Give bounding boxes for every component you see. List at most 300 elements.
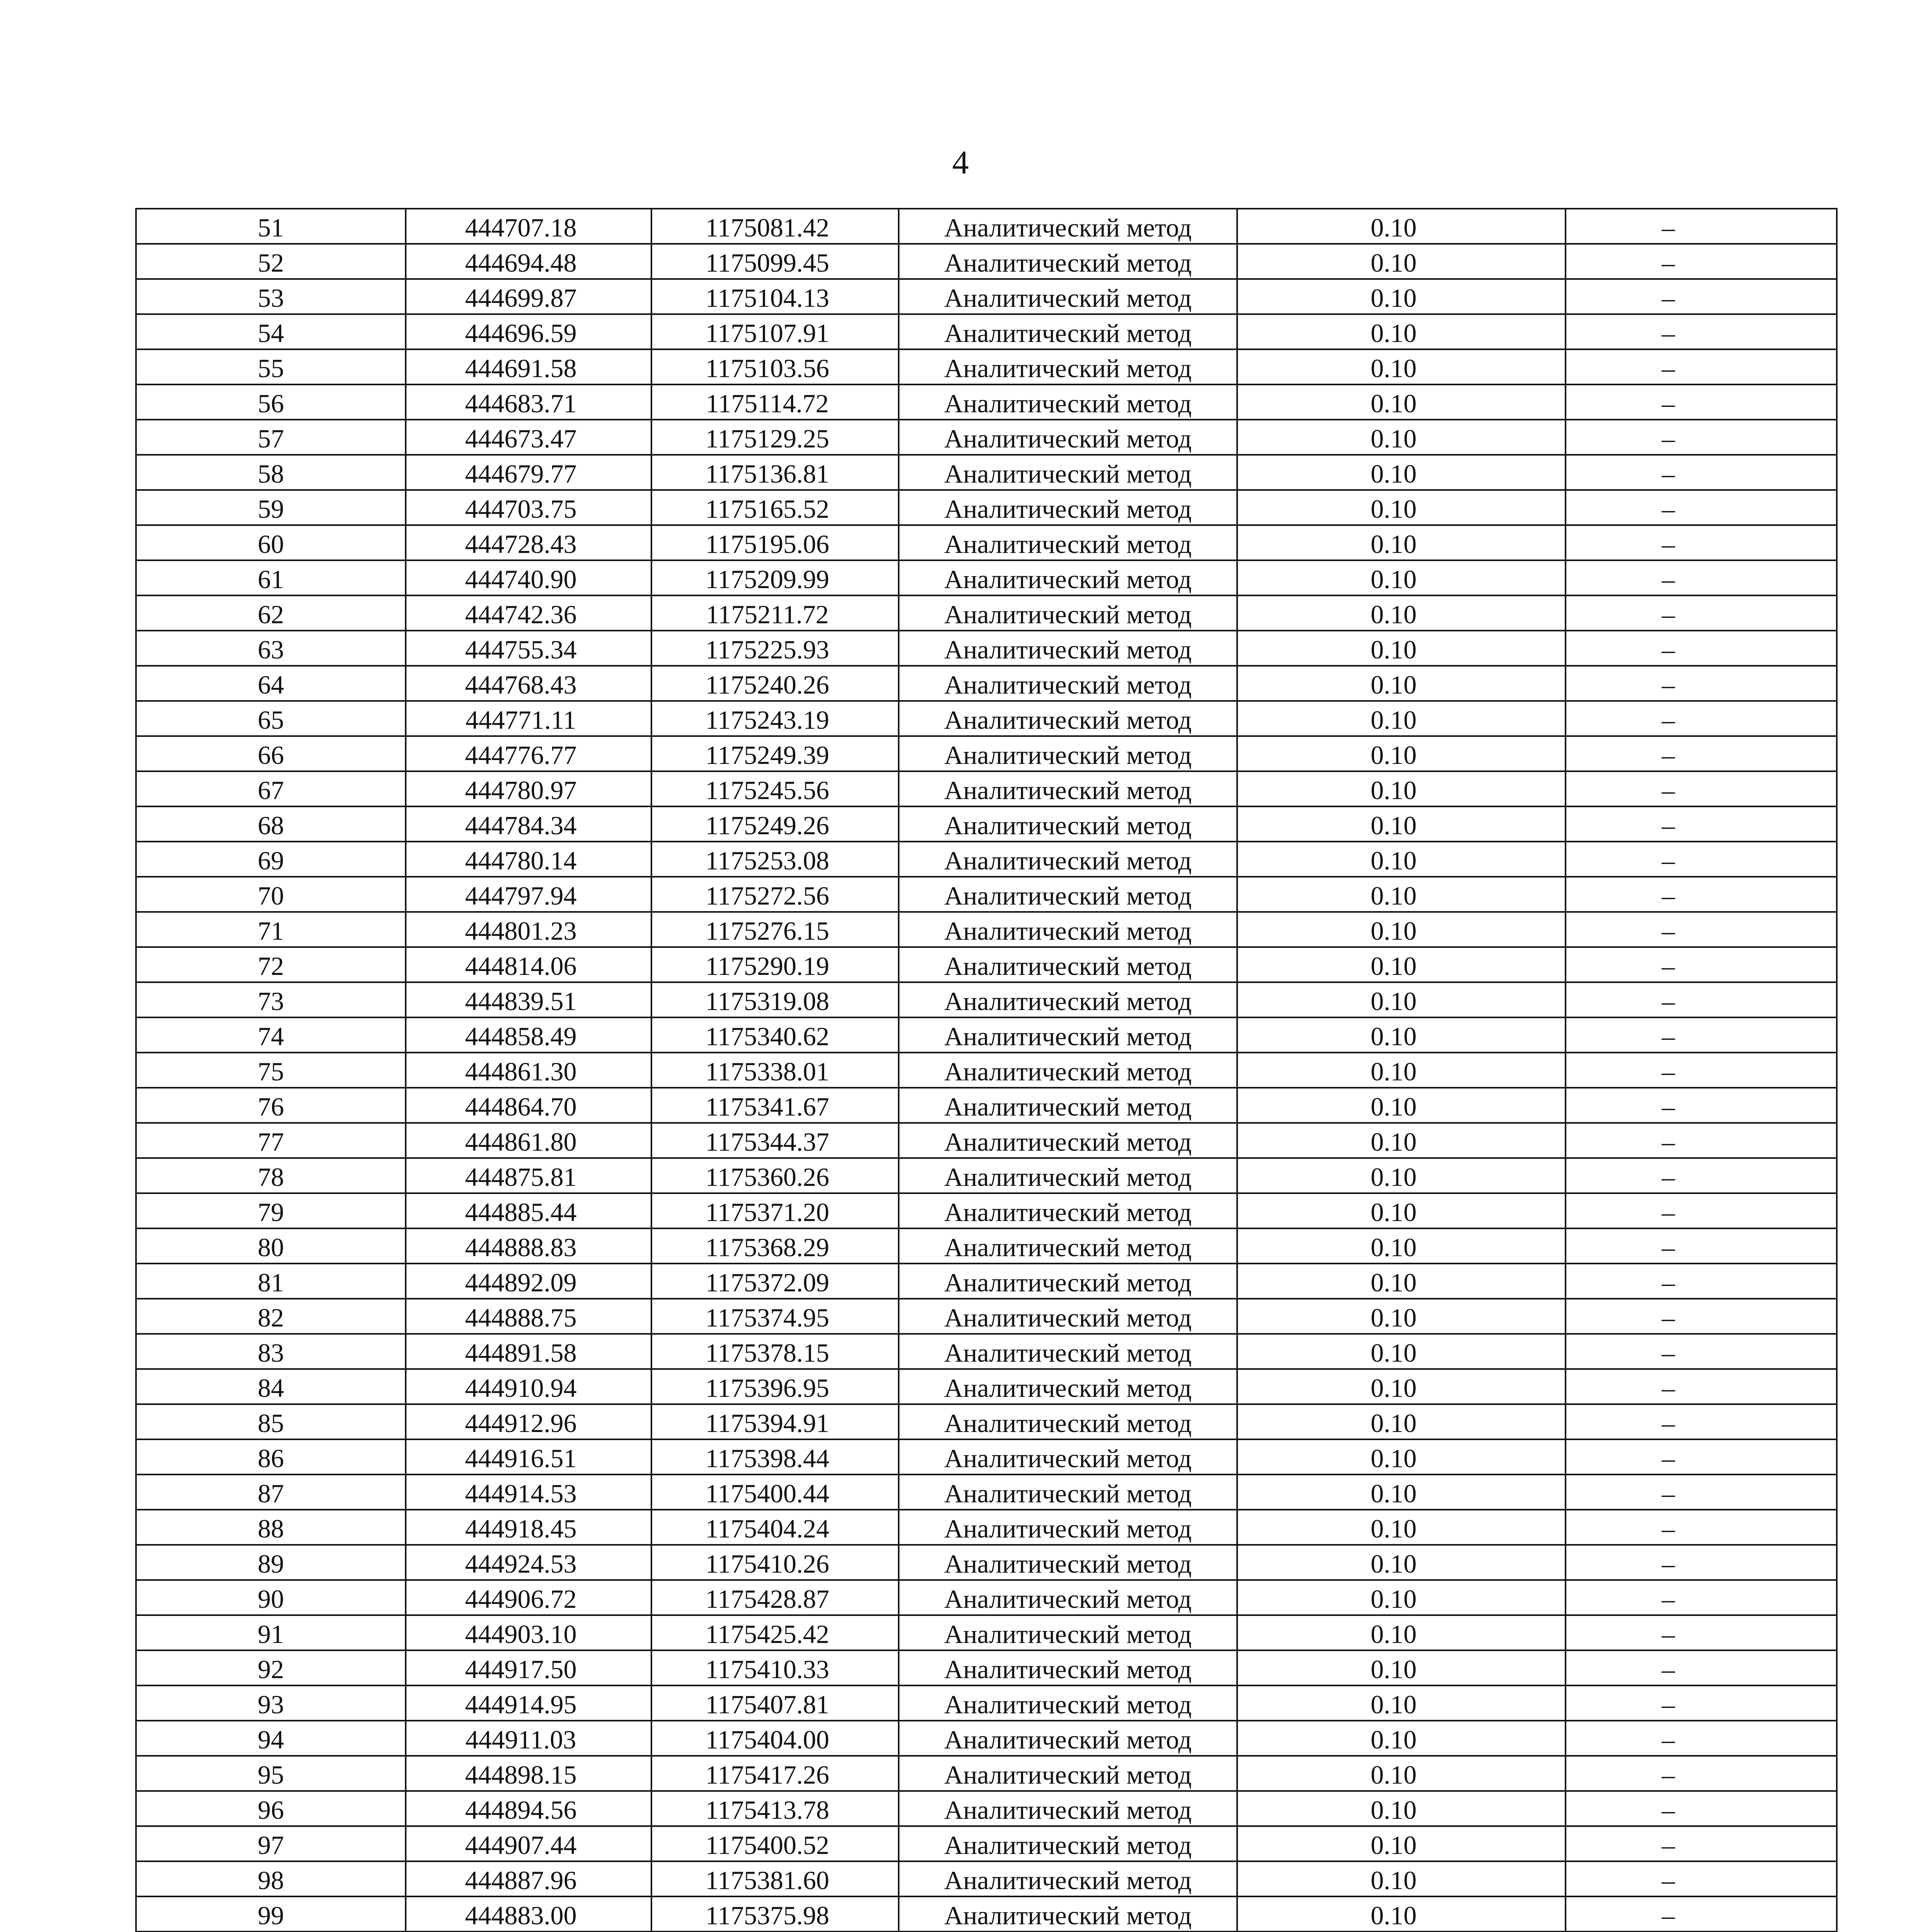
point-number-cell: 77	[136, 1123, 406, 1158]
table-row	[136, 842, 1837, 877]
accuracy-cell: 0.10	[1237, 1404, 1566, 1439]
accuracy-cell: 0.10	[1237, 771, 1566, 806]
table-row	[136, 279, 1837, 314]
table-row	[136, 1721, 1837, 1756]
accuracy-cell: 0.10	[1237, 982, 1566, 1017]
x-coordinate-cell: 444801.23	[406, 912, 651, 947]
table-row	[136, 1404, 1837, 1439]
table-row	[136, 1228, 1837, 1264]
table-row	[136, 455, 1837, 490]
table-row	[136, 1861, 1837, 1896]
y-coordinate-cell: 1175400.44	[651, 1475, 899, 1510]
point-number-cell: 87	[136, 1475, 406, 1510]
point-number-cell: 75	[136, 1053, 406, 1088]
accuracy-cell: 0.10	[1237, 1053, 1566, 1088]
point-number-cell: 76	[136, 1088, 406, 1123]
method-cell: Аналитический метод	[899, 1791, 1237, 1826]
accuracy-cell: 0.10	[1237, 1088, 1566, 1123]
y-coordinate-cell: 1175245.56	[651, 771, 899, 806]
method-cell: Аналитический метод	[899, 1369, 1237, 1404]
accuracy-cell: 0.10	[1237, 701, 1566, 736]
table-row	[136, 1475, 1837, 1510]
point-number-cell: 85	[136, 1404, 406, 1439]
point-number-cell: 80	[136, 1228, 406, 1264]
description-cell: –	[1566, 314, 1837, 349]
method-cell: Аналитический метод	[899, 455, 1237, 490]
method-cell: Аналитический метод	[899, 1475, 1237, 1510]
accuracy-cell: 0.10	[1237, 244, 1566, 279]
description-cell: –	[1566, 560, 1837, 595]
x-coordinate-cell: 444916.51	[406, 1439, 651, 1475]
point-number-cell: 53	[136, 279, 406, 314]
table-row	[136, 1580, 1837, 1615]
method-cell: Аналитический метод	[899, 349, 1237, 384]
accuracy-cell: 0.10	[1237, 1861, 1566, 1896]
accuracy-cell: 0.10	[1237, 806, 1566, 842]
accuracy-cell: 0.10	[1237, 1264, 1566, 1299]
description-cell: –	[1566, 1510, 1837, 1545]
page-number: 4	[952, 144, 969, 181]
table-row	[136, 736, 1837, 771]
point-number-cell: 60	[136, 525, 406, 560]
coordinates-table	[135, 208, 1838, 1932]
accuracy-cell: 0.10	[1237, 595, 1566, 631]
y-coordinate-cell: 1175136.81	[651, 455, 899, 490]
point-number-cell: 58	[136, 455, 406, 490]
accuracy-cell: 0.10	[1237, 1334, 1566, 1369]
y-coordinate-cell: 1175081.42	[651, 209, 899, 244]
table-row	[136, 1826, 1837, 1861]
point-number-cell: 93	[136, 1685, 406, 1721]
point-number-cell: 92	[136, 1650, 406, 1685]
accuracy-cell: 0.10	[1237, 842, 1566, 877]
point-number-cell: 82	[136, 1299, 406, 1334]
table-row	[136, 1510, 1837, 1545]
x-coordinate-cell: 444858.49	[406, 1017, 651, 1053]
x-coordinate-cell: 444918.45	[406, 1510, 651, 1545]
table-row	[136, 912, 1837, 947]
accuracy-cell: 0.10	[1237, 420, 1566, 455]
point-number-cell: 59	[136, 490, 406, 525]
accuracy-cell: 0.10	[1237, 1123, 1566, 1158]
y-coordinate-cell: 1175341.67	[651, 1088, 899, 1123]
x-coordinate-cell: 444911.03	[406, 1721, 651, 1756]
method-cell: Аналитический метод	[899, 912, 1237, 947]
x-coordinate-cell: 444924.53	[406, 1545, 651, 1580]
method-cell: Аналитический метод	[899, 1264, 1237, 1299]
point-number-cell: 95	[136, 1756, 406, 1791]
y-coordinate-cell: 1175374.95	[651, 1299, 899, 1334]
method-cell: Аналитический метод	[899, 595, 1237, 631]
x-coordinate-cell: 444861.80	[406, 1123, 651, 1158]
x-coordinate-cell: 444742.36	[406, 595, 651, 631]
accuracy-cell: 0.10	[1237, 912, 1566, 947]
description-cell: –	[1566, 1756, 1837, 1791]
accuracy-cell: 0.10	[1237, 560, 1566, 595]
point-number-cell: 90	[136, 1580, 406, 1615]
accuracy-cell: 0.10	[1237, 209, 1566, 244]
method-cell: Аналитический метод	[899, 525, 1237, 560]
point-number-cell: 79	[136, 1193, 406, 1228]
accuracy-cell: 0.10	[1237, 1545, 1566, 1580]
table-row	[136, 1088, 1837, 1123]
point-number-cell: 55	[136, 349, 406, 384]
method-cell: Аналитический метод	[899, 771, 1237, 806]
description-cell: –	[1566, 806, 1837, 842]
table-row	[136, 1299, 1837, 1334]
point-number-cell: 70	[136, 877, 406, 912]
accuracy-cell: 0.10	[1237, 1896, 1566, 1932]
x-coordinate-cell: 444861.30	[406, 1053, 651, 1088]
description-cell: –	[1566, 1861, 1837, 1896]
table-row	[136, 1439, 1837, 1475]
table-row	[136, 1264, 1837, 1299]
point-number-cell: 56	[136, 384, 406, 420]
table-row	[136, 420, 1837, 455]
x-coordinate-cell: 444784.34	[406, 806, 651, 842]
accuracy-cell: 0.10	[1237, 1158, 1566, 1193]
y-coordinate-cell: 1175243.19	[651, 701, 899, 736]
x-coordinate-cell: 444694.48	[406, 244, 651, 279]
point-number-cell: 91	[136, 1615, 406, 1650]
y-coordinate-cell: 1175404.24	[651, 1510, 899, 1545]
method-cell: Аналитический метод	[899, 1896, 1237, 1932]
description-cell: –	[1566, 1439, 1837, 1475]
description-cell: –	[1566, 490, 1837, 525]
method-cell: Аналитический метод	[899, 666, 1237, 701]
table-row	[136, 1896, 1837, 1932]
table-row	[136, 666, 1837, 701]
description-cell: –	[1566, 1650, 1837, 1685]
table-row	[136, 490, 1837, 525]
description-cell: –	[1566, 1299, 1837, 1334]
accuracy-cell: 0.10	[1237, 877, 1566, 912]
y-coordinate-cell: 1175276.15	[651, 912, 899, 947]
accuracy-cell: 0.10	[1237, 1510, 1566, 1545]
description-cell: –	[1566, 384, 1837, 420]
table-row	[136, 209, 1837, 244]
x-coordinate-cell: 444894.56	[406, 1791, 651, 1826]
method-cell: Аналитический метод	[899, 877, 1237, 912]
point-number-cell: 67	[136, 771, 406, 806]
table-row	[136, 384, 1837, 420]
point-number-cell: 72	[136, 947, 406, 982]
x-coordinate-cell: 444780.97	[406, 771, 651, 806]
method-cell: Аналитический метод	[899, 314, 1237, 349]
table-row	[136, 877, 1837, 912]
method-cell: Аналитический метод	[899, 1017, 1237, 1053]
table-row	[136, 1193, 1837, 1228]
table-row	[136, 982, 1837, 1017]
description-cell: –	[1566, 1826, 1837, 1861]
point-number-cell: 63	[136, 631, 406, 666]
x-coordinate-cell: 444696.59	[406, 314, 651, 349]
table-row	[136, 771, 1837, 806]
accuracy-cell: 0.10	[1237, 1017, 1566, 1053]
accuracy-cell: 0.10	[1237, 1721, 1566, 1756]
table-row	[136, 525, 1837, 560]
table-row	[136, 560, 1837, 595]
method-cell: Аналитический метод	[899, 279, 1237, 314]
accuracy-cell: 0.10	[1237, 279, 1566, 314]
x-coordinate-cell: 444839.51	[406, 982, 651, 1017]
method-cell: Аналитический метод	[899, 209, 1237, 244]
x-coordinate-cell: 444683.71	[406, 384, 651, 420]
point-number-cell: 66	[136, 736, 406, 771]
description-cell: –	[1566, 455, 1837, 490]
y-coordinate-cell: 1175378.15	[651, 1334, 899, 1369]
y-coordinate-cell: 1175417.26	[651, 1756, 899, 1791]
table-row	[136, 701, 1837, 736]
point-number-cell: 68	[136, 806, 406, 842]
x-coordinate-cell: 444907.44	[406, 1826, 651, 1861]
y-coordinate-cell: 1175413.78	[651, 1791, 899, 1826]
point-number-cell: 71	[136, 912, 406, 947]
description-cell: –	[1566, 1896, 1837, 1932]
table-row	[136, 806, 1837, 842]
accuracy-cell: 0.10	[1237, 631, 1566, 666]
description-cell: –	[1566, 1017, 1837, 1053]
description-cell: –	[1566, 1685, 1837, 1721]
y-coordinate-cell: 1175209.99	[651, 560, 899, 595]
x-coordinate-cell: 444888.83	[406, 1228, 651, 1264]
method-cell: Аналитический метод	[899, 1158, 1237, 1193]
point-number-cell: 73	[136, 982, 406, 1017]
y-coordinate-cell: 1175375.98	[651, 1896, 899, 1932]
x-coordinate-cell: 444728.43	[406, 525, 651, 560]
accuracy-cell: 0.10	[1237, 1439, 1566, 1475]
point-number-cell: 74	[136, 1017, 406, 1053]
accuracy-cell: 0.10	[1237, 1299, 1566, 1334]
description-cell: –	[1566, 736, 1837, 771]
x-coordinate-cell: 444755.34	[406, 631, 651, 666]
x-coordinate-cell: 444912.96	[406, 1404, 651, 1439]
method-cell: Аналитический метод	[899, 806, 1237, 842]
table-row	[136, 1685, 1837, 1721]
table-row	[136, 1369, 1837, 1404]
accuracy-cell: 0.10	[1237, 1228, 1566, 1264]
x-coordinate-cell: 444883.00	[406, 1896, 651, 1932]
y-coordinate-cell: 1175404.00	[651, 1721, 899, 1756]
accuracy-cell: 0.10	[1237, 384, 1566, 420]
method-cell: Аналитический метод	[899, 982, 1237, 1017]
y-coordinate-cell: 1175104.13	[651, 279, 899, 314]
point-number-cell: 52	[136, 244, 406, 279]
description-cell: –	[1566, 1475, 1837, 1510]
accuracy-cell: 0.10	[1237, 666, 1566, 701]
description-cell: –	[1566, 595, 1837, 631]
method-cell: Аналитический метод	[899, 947, 1237, 982]
x-coordinate-cell: 444814.06	[406, 947, 651, 982]
y-coordinate-cell: 1175103.56	[651, 349, 899, 384]
method-cell: Аналитический метод	[899, 1088, 1237, 1123]
x-coordinate-cell: 444776.77	[406, 736, 651, 771]
description-cell: –	[1566, 1053, 1837, 1088]
table-row	[136, 1053, 1837, 1088]
y-coordinate-cell: 1175410.33	[651, 1650, 899, 1685]
x-coordinate-cell: 444768.43	[406, 666, 651, 701]
x-coordinate-cell: 444875.81	[406, 1158, 651, 1193]
y-coordinate-cell: 1175211.72	[651, 595, 899, 631]
x-coordinate-cell: 444771.11	[406, 701, 651, 736]
method-cell: Аналитический метод	[899, 701, 1237, 736]
y-coordinate-cell: 1175338.01	[651, 1053, 899, 1088]
point-number-cell: 78	[136, 1158, 406, 1193]
table-row	[136, 1650, 1837, 1685]
accuracy-cell: 0.10	[1237, 314, 1566, 349]
point-number-cell: 81	[136, 1264, 406, 1299]
method-cell: Аналитический метод	[899, 1861, 1237, 1896]
description-cell: –	[1566, 525, 1837, 560]
y-coordinate-cell: 1175407.81	[651, 1685, 899, 1721]
y-coordinate-cell: 1175249.26	[651, 806, 899, 842]
method-cell: Аналитический метод	[899, 1826, 1237, 1861]
accuracy-cell: 0.10	[1237, 1475, 1566, 1510]
description-cell: –	[1566, 1193, 1837, 1228]
y-coordinate-cell: 1175425.42	[651, 1615, 899, 1650]
y-coordinate-cell: 1175272.56	[651, 877, 899, 912]
table-row	[136, 1123, 1837, 1158]
point-number-cell: 86	[136, 1439, 406, 1475]
accuracy-cell: 0.10	[1237, 349, 1566, 384]
accuracy-cell: 0.10	[1237, 1193, 1566, 1228]
description-cell: –	[1566, 1334, 1837, 1369]
x-coordinate-cell: 444885.44	[406, 1193, 651, 1228]
method-cell: Аналитический метод	[899, 384, 1237, 420]
accuracy-cell: 0.10	[1237, 1369, 1566, 1404]
method-cell: Аналитический метод	[899, 1545, 1237, 1580]
y-coordinate-cell: 1175398.44	[651, 1439, 899, 1475]
description-cell: –	[1566, 1580, 1837, 1615]
method-cell: Аналитический метод	[899, 560, 1237, 595]
point-number-cell: 89	[136, 1545, 406, 1580]
description-cell: –	[1566, 1721, 1837, 1756]
description-cell: –	[1566, 209, 1837, 244]
description-cell: –	[1566, 701, 1837, 736]
method-cell: Аналитический метод	[899, 1439, 1237, 1475]
y-coordinate-cell: 1175129.25	[651, 420, 899, 455]
description-cell: –	[1566, 1404, 1837, 1439]
description-cell: –	[1566, 349, 1837, 384]
point-number-cell: 69	[136, 842, 406, 877]
point-number-cell: 62	[136, 595, 406, 631]
accuracy-cell: 0.10	[1237, 1756, 1566, 1791]
table-row	[136, 349, 1837, 384]
point-number-cell: 51	[136, 209, 406, 244]
point-number-cell: 96	[136, 1791, 406, 1826]
x-coordinate-cell: 444691.58	[406, 349, 651, 384]
accuracy-cell: 0.10	[1237, 1615, 1566, 1650]
x-coordinate-cell: 444910.94	[406, 1369, 651, 1404]
y-coordinate-cell: 1175195.06	[651, 525, 899, 560]
y-coordinate-cell: 1175107.91	[651, 314, 899, 349]
table-row	[136, 1017, 1837, 1053]
x-coordinate-cell: 444887.96	[406, 1861, 651, 1896]
table-row	[136, 244, 1837, 279]
x-coordinate-cell: 444699.87	[406, 279, 651, 314]
x-coordinate-cell: 444740.90	[406, 560, 651, 595]
method-cell: Аналитический метод	[899, 1650, 1237, 1685]
accuracy-cell: 0.10	[1237, 1650, 1566, 1685]
table-row	[136, 1545, 1837, 1580]
accuracy-cell: 0.10	[1237, 455, 1566, 490]
y-coordinate-cell: 1175340.62	[651, 1017, 899, 1053]
method-cell: Аналитический метод	[899, 1685, 1237, 1721]
description-cell: –	[1566, 842, 1837, 877]
x-coordinate-cell: 444898.15	[406, 1756, 651, 1791]
y-coordinate-cell: 1175372.09	[651, 1264, 899, 1299]
method-cell: Аналитический метод	[899, 1053, 1237, 1088]
description-cell: –	[1566, 912, 1837, 947]
y-coordinate-cell: 1175360.26	[651, 1158, 899, 1193]
description-cell: –	[1566, 666, 1837, 701]
y-coordinate-cell: 1175114.72	[651, 384, 899, 420]
point-number-cell: 61	[136, 560, 406, 595]
description-cell: –	[1566, 877, 1837, 912]
description-cell: –	[1566, 1791, 1837, 1826]
method-cell: Аналитический метод	[899, 1721, 1237, 1756]
table-row	[136, 1334, 1837, 1369]
y-coordinate-cell: 1175249.39	[651, 736, 899, 771]
accuracy-cell: 0.10	[1237, 1685, 1566, 1721]
description-cell: –	[1566, 1264, 1837, 1299]
point-number-cell: 99	[136, 1896, 406, 1932]
table-row	[136, 1158, 1837, 1193]
y-coordinate-cell: 1175396.95	[651, 1369, 899, 1404]
table-row	[136, 1756, 1837, 1791]
x-coordinate-cell: 444888.75	[406, 1299, 651, 1334]
x-coordinate-cell: 444797.94	[406, 877, 651, 912]
table-row	[136, 1615, 1837, 1650]
x-coordinate-cell: 444892.09	[406, 1264, 651, 1299]
point-number-cell: 88	[136, 1510, 406, 1545]
description-cell: –	[1566, 1158, 1837, 1193]
y-coordinate-cell: 1175253.08	[651, 842, 899, 877]
x-coordinate-cell: 444780.14	[406, 842, 651, 877]
point-number-cell: 98	[136, 1861, 406, 1896]
coordinates-table-body	[136, 209, 1837, 1932]
accuracy-cell: 0.10	[1237, 525, 1566, 560]
description-cell: –	[1566, 982, 1837, 1017]
y-coordinate-cell: 1175319.08	[651, 982, 899, 1017]
method-cell: Аналитический метод	[899, 1228, 1237, 1264]
y-coordinate-cell: 1175290.19	[651, 947, 899, 982]
table-row	[136, 631, 1837, 666]
x-coordinate-cell: 444707.18	[406, 209, 651, 244]
accuracy-cell: 0.10	[1237, 1826, 1566, 1861]
point-number-cell: 57	[136, 420, 406, 455]
y-coordinate-cell: 1175394.91	[651, 1404, 899, 1439]
description-cell: –	[1566, 947, 1837, 982]
accuracy-cell: 0.10	[1237, 1791, 1566, 1826]
y-coordinate-cell: 1175240.26	[651, 666, 899, 701]
y-coordinate-cell: 1175371.20	[651, 1193, 899, 1228]
point-number-cell: 54	[136, 314, 406, 349]
method-cell: Аналитический метод	[899, 842, 1237, 877]
x-coordinate-cell: 444917.50	[406, 1650, 651, 1685]
y-coordinate-cell: 1175225.93	[651, 631, 899, 666]
accuracy-cell: 0.10	[1237, 736, 1566, 771]
y-coordinate-cell: 1175368.29	[651, 1228, 899, 1264]
table-row	[136, 1791, 1837, 1826]
method-cell: Аналитический метод	[899, 1510, 1237, 1545]
method-cell: Аналитический метод	[899, 490, 1237, 525]
description-cell: –	[1566, 771, 1837, 806]
method-cell: Аналитический метод	[899, 631, 1237, 666]
accuracy-cell: 0.10	[1237, 490, 1566, 525]
method-cell: Аналитический метод	[899, 1299, 1237, 1334]
method-cell: Аналитический метод	[899, 420, 1237, 455]
